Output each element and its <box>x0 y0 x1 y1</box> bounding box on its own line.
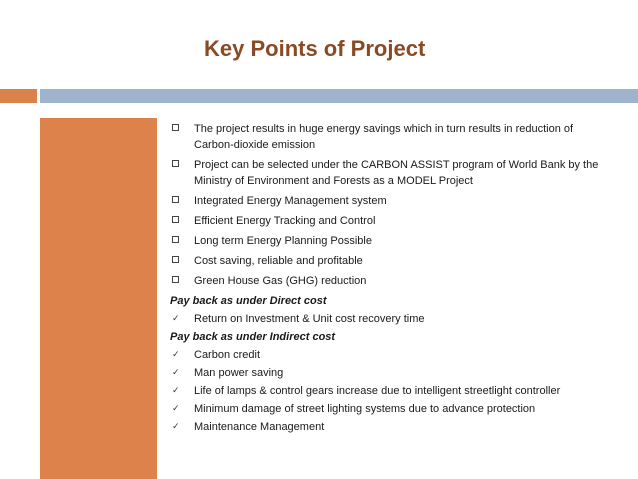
direct-cost-heading: Pay back as under Direct cost <box>170 295 327 307</box>
square-bullet-icon <box>172 216 179 223</box>
bullet-text: Project can be selected under the CARBON ASSIST program of World Bank by the Ministry of Environment and Forests as a MODEL Project <box>194 159 599 187</box>
square-bullet-icon <box>172 124 179 131</box>
check-item <box>172 419 612 435</box>
check-text: Man power saving <box>194 367 284 379</box>
checkmark-icon: ✓ <box>172 386 180 396</box>
direct-cost-list <box>172 311 612 327</box>
bullet-text: Efficient Energy Tracking and Control <box>194 215 376 227</box>
check-item <box>172 365 612 381</box>
check-item <box>172 383 612 399</box>
check-text: Life of lamps & control gears increase due to intelligent streetlight controller <box>194 385 561 397</box>
bullet-list <box>172 121 612 289</box>
square-bullet-icon <box>172 236 179 243</box>
bullet-text: Integrated Energy Management system <box>194 195 387 207</box>
indirect-cost-heading: Pay back as under Indirect cost <box>170 331 336 343</box>
bullet-item <box>172 253 612 269</box>
checkmark-icon: ✓ <box>172 422 180 432</box>
bullet-text: The project results in huge energy savings which in turn results in reduction of Carbon-dioxide emission <box>194 123 574 151</box>
slide-title: Key Points of Project <box>204 36 426 61</box>
side-accent-panel <box>40 118 157 479</box>
square-bullet-icon <box>172 276 179 283</box>
header-band-accent <box>0 89 37 103</box>
check-item <box>172 311 612 327</box>
bullet-text: Green House Gas (GHG) reduction <box>194 275 367 287</box>
square-bullet-icon <box>172 160 179 167</box>
bullet-item <box>172 233 612 249</box>
bullet-item <box>172 193 612 209</box>
square-bullet-icon <box>172 196 179 203</box>
checkmark-icon: ✓ <box>172 404 180 414</box>
checkmark-icon: ✓ <box>172 350 180 360</box>
check-text: Carbon credit <box>194 349 261 361</box>
bullet-item <box>172 121 612 153</box>
checkmark-icon: ✓ <box>172 314 180 324</box>
checkmark-icon: ✓ <box>172 368 180 378</box>
bullet-item <box>172 273 612 289</box>
bullet-item <box>172 157 612 189</box>
header-band <box>40 89 638 103</box>
bullet-text: Long term Energy Planning Possible <box>194 235 372 247</box>
indirect-cost-list <box>172 347 612 435</box>
bullet-text: Cost saving, reliable and profitable <box>194 255 363 267</box>
check-item <box>172 347 612 363</box>
check-text: Minimum damage of street lighting systems due to advance protection <box>194 403 536 415</box>
slide-content <box>172 121 612 437</box>
check-item <box>172 401 612 417</box>
bullet-item <box>172 213 612 229</box>
check-text: Maintenance Management <box>194 421 325 433</box>
check-text: Return on Investment & Unit cost recovery time <box>194 313 425 325</box>
square-bullet-icon <box>172 256 179 263</box>
